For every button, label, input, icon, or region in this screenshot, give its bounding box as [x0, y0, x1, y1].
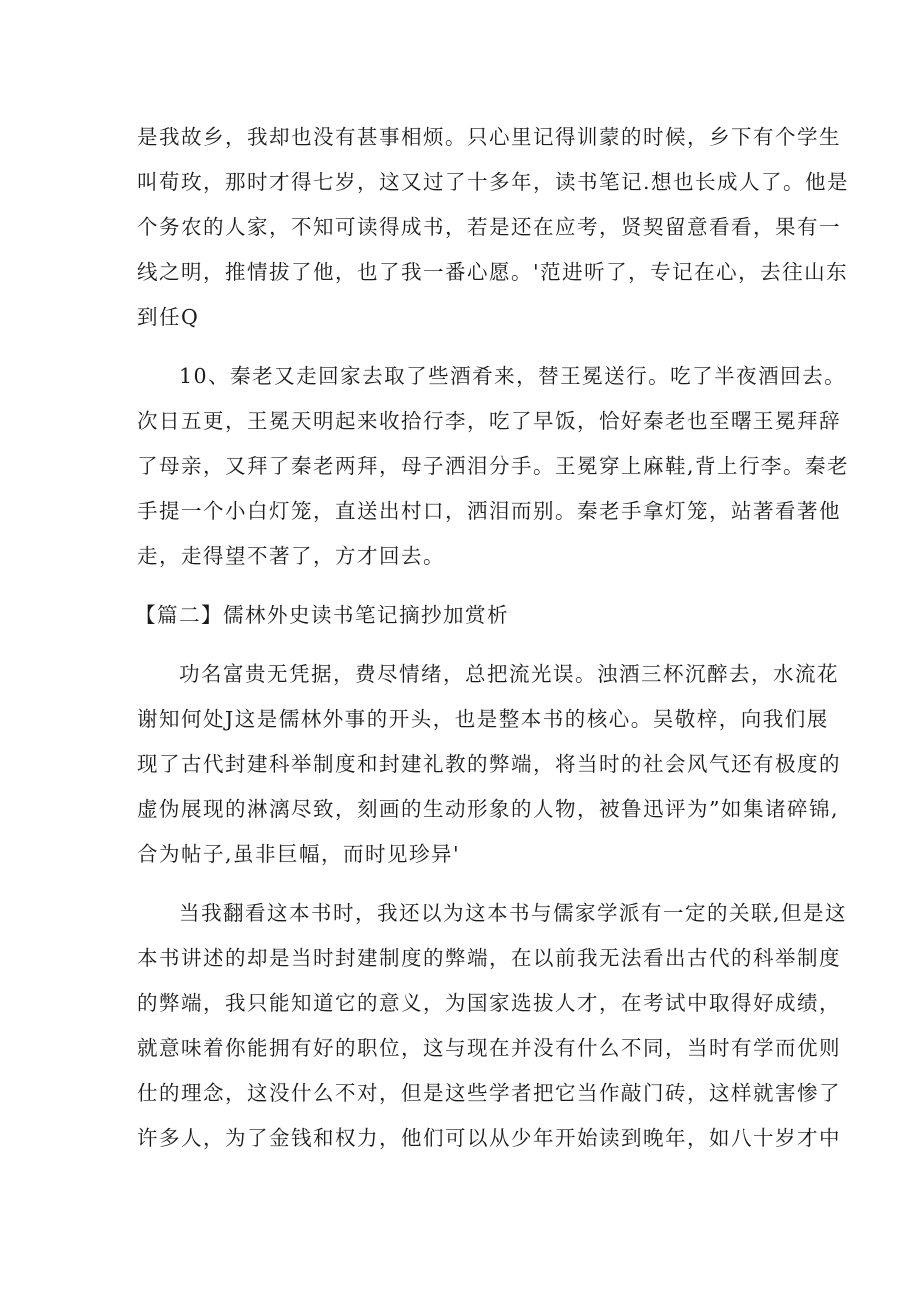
text-line: 许多人，为了金钱和权力，他们可以从少年开始读到晚年，如八十岁才中 — [137, 1126, 841, 1150]
text-line: 到任Q — [137, 305, 200, 329]
text-line: 现了古代封建科举制度和封建礼教的弊端，将当时的社会风气还有极度的 — [137, 752, 841, 776]
text-line: 叫荀玫，那时才得七岁，这又过了十多年，读书笔记.想也长成人了。他是 — [137, 170, 850, 194]
text-line: 走，走得望不著了，方才回去。 — [137, 544, 445, 568]
text-line: 虚伪展现的淋漓尽致，刻画的生动形象的人物，被鲁迅评为”如集诸碎锦, — [137, 797, 839, 821]
text-line: 次日五更，王冕天明起来收拾行李，吃了早饭，恰好秦老也至曙王冕拜辞 — [137, 409, 841, 433]
text-line: 当我翻看这本书时，我还以为这本书与儒家学派有一定的关联,但是这 — [179, 901, 848, 925]
text-line: 合为帖子,虽非巨幅，而时见珍异' — [137, 842, 461, 866]
text-line: 手提一个小白灯笼，直送出村口，洒泪而别。秦老手拿灯笼，站著看著他 — [137, 499, 841, 523]
section-heading: 【篇二】儒林外史读书笔记摘抄加赏析 — [135, 603, 509, 627]
text-line: 10、秦老又走回家去取了些酒肴来，替王冕送行。吃了半夜酒回去。 — [179, 364, 847, 388]
text-line: 个务农的人家，不知可读得成书，若是还在应考，贤契留意看看，果有一 — [137, 215, 841, 239]
text-line: 线之明，推情拔了他，也了我一番心愿。'范进听了，专记在心，去往山东 — [137, 260, 849, 284]
text-line: 仕的理念，这没什么不对，但是这些学者把它当作敲门砖，这样就害惨了 — [137, 1081, 841, 1105]
text-line: 是我故乡，我却也没有甚事相烦。只心里记得训蒙的时候，乡下有个学生 — [137, 125, 841, 149]
text-line: 谢知何处J这是儒林外事的开头，也是整本书的核心。吴敬梓，向我们展 — [137, 707, 829, 731]
text-line: 了母亲，又拜了秦老两拜，母子洒泪分手。王冕穿上麻鞋,背上行李。秦老 — [137, 454, 850, 478]
text-line: 功名富贵无凭据，费尽情绪，总把流光误。浊酒三杯沉醉去，水流花 — [179, 662, 839, 686]
text-line: 就意味着你能拥有好的职位，这与现在并没有什么不同，当时有学而优则 — [137, 1036, 841, 1060]
text-line: 的弊端，我只能知道它的意义，为国家选拔人才，在考试中取得好成绩， — [137, 991, 841, 1015]
document-body — [135, 115, 850, 1161]
text-line: 本书讲述的却是当时封建制度的弊端，在以前我无法看出古代的科举制度 — [137, 946, 841, 970]
